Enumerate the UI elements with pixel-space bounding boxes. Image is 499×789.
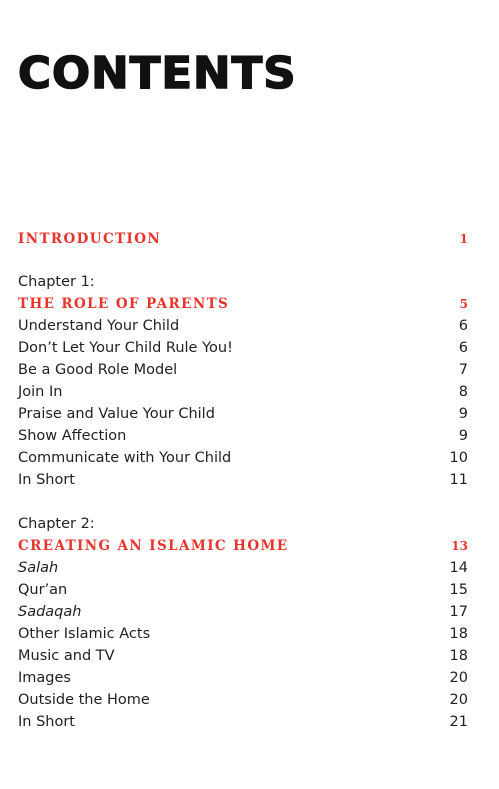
toc-entry-label: Praise and Value Your Child (18, 406, 215, 422)
toc-entry-label: Outside the Home (18, 692, 150, 708)
toc-entry-page: 21 (449, 714, 468, 730)
chapter-1-heading[interactable] (18, 293, 468, 315)
toc-entry-page: 10 (449, 450, 468, 466)
chapter-1-title: THE ROLE OF PARENTS (18, 296, 230, 312)
toc-entry-page: 17 (449, 604, 468, 620)
toc-entry-page: 18 (449, 648, 468, 664)
toc-entry[interactable] (18, 403, 468, 425)
toc-entry-page: 8 (458, 384, 468, 400)
toc-entry-page: 6 (458, 318, 468, 334)
toc-introduction-page: 1 (459, 232, 468, 246)
toc-entry[interactable] (18, 711, 468, 733)
toc-entry-label: Salah (18, 560, 59, 576)
toc-entry-page: 14 (449, 560, 468, 576)
toc-entry[interactable] (18, 359, 468, 381)
toc-entry[interactable] (18, 337, 468, 359)
chapter-1-number (18, 271, 468, 293)
toc-entry[interactable] (18, 447, 468, 469)
toc-entry-page: 6 (458, 340, 468, 356)
toc-entry-label: In Short (18, 714, 75, 730)
toc-entry[interactable] (18, 601, 468, 623)
toc-entry-label: In Short (18, 472, 75, 488)
toc-introduction-label: INTRODUCTION (18, 231, 162, 247)
toc-entry-page: 11 (449, 472, 468, 488)
toc-entry[interactable] (18, 381, 468, 403)
toc-entry-label: Images (18, 670, 71, 686)
toc-entry-label: Music and TV (18, 648, 115, 664)
chapter-2-page: 13 (451, 539, 468, 553)
toc-entry[interactable] (18, 579, 468, 601)
chapter-2-title: CREATING AN ISLAMIC HOME (18, 538, 289, 554)
toc-entry[interactable] (18, 667, 468, 689)
chapter-2-heading[interactable] (18, 535, 468, 557)
toc-entry-label: Other Islamic Acts (18, 626, 151, 642)
toc-entry[interactable] (18, 425, 468, 447)
toc-entry-page: 18 (449, 626, 468, 642)
toc-entry[interactable] (18, 689, 468, 711)
toc-entry-label: Be a Good Role Model (18, 362, 178, 378)
toc-entry-label: Qur’an (18, 582, 68, 598)
chapter-1-page: 5 (459, 297, 468, 311)
chapter-2-number-label: Chapter 2: (18, 516, 95, 532)
toc-entry-page: 20 (449, 670, 468, 686)
toc-entry-page: 9 (458, 428, 468, 444)
toc-entry[interactable] (18, 315, 468, 337)
toc-entry[interactable] (18, 645, 468, 667)
toc-entry[interactable] (18, 557, 468, 579)
toc-entry-label: Communicate with Your Child (18, 450, 232, 466)
toc-entry-label: Join In (18, 384, 63, 400)
toc-entry-label: Show Affection (18, 428, 127, 444)
toc-introduction[interactable] (18, 228, 468, 250)
toc-entry-label: Understand Your Child (18, 318, 180, 334)
chapter-1-number-label: Chapter 1: (18, 274, 95, 290)
toc-entry-label: Don’t Let Your Child Rule You! (18, 340, 233, 356)
page-title: CONTENTS (18, 48, 297, 99)
toc-entry-page: 15 (449, 582, 468, 598)
toc-entry-label: Sadaqah (18, 604, 82, 620)
toc-entry[interactable] (18, 623, 468, 645)
chapter-2-number (18, 513, 468, 535)
toc-entry-page: 7 (458, 362, 468, 378)
toc-entry[interactable] (18, 469, 468, 491)
toc-entry-page: 9 (458, 406, 468, 422)
toc-entry-page: 20 (449, 692, 468, 708)
